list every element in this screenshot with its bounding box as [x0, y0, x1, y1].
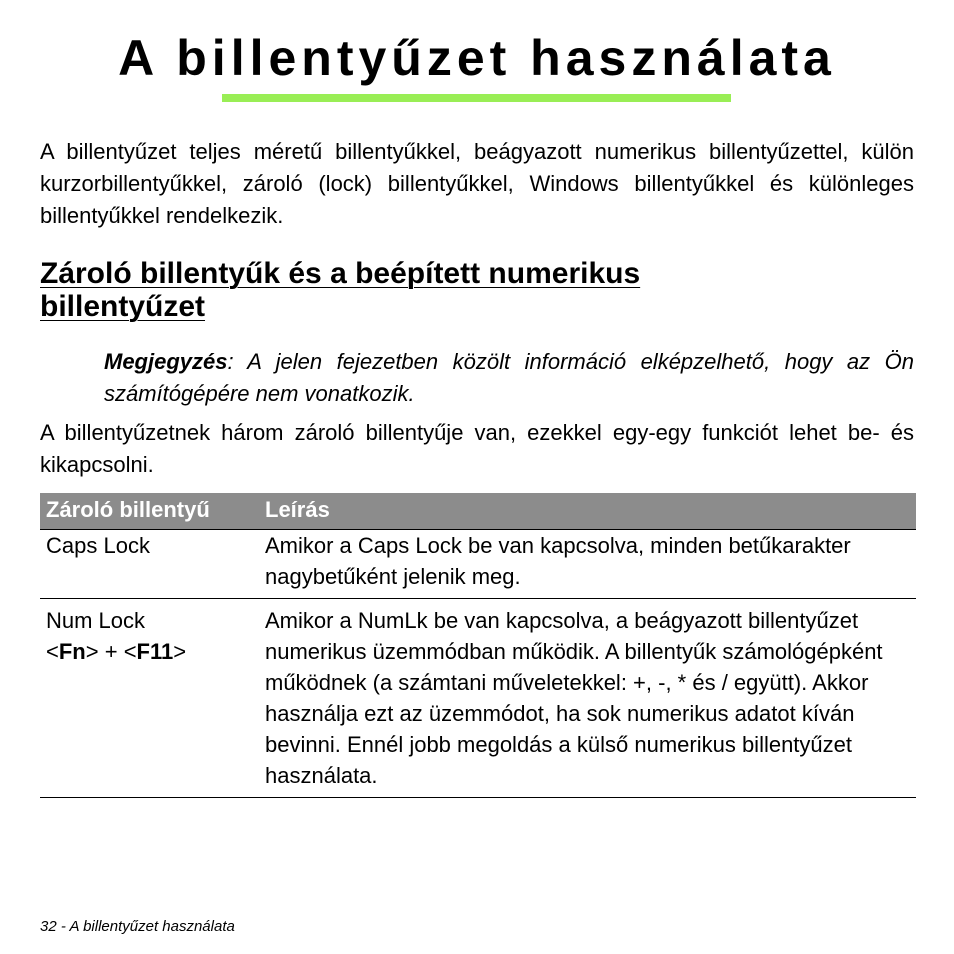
intro-paragraph: A billentyűzet teljes méretű billentyűkkel, beágyazott numerikus billentyűzettel, külön kurzorbillentyűkkel, zároló (lock) billentyűkkel, Windows billentyűkkel és különleges billentyűkkel rendelkezik. — [40, 139, 914, 228]
note-label: Megjegyzés — [104, 349, 228, 374]
combo-bracket: < — [123, 639, 137, 664]
section-heading: Zároló billentyűk és a beépített numerikus billentyűzet — [40, 257, 641, 323]
table-cell-description: Amikor a Caps Lock be van kapcsolva, minden betűkarakter nagybetűként jelenik meg. — [259, 530, 916, 599]
table-row — [40, 530, 916, 599]
table-cell-key — [40, 530, 259, 599]
page-footer: 32 - A billentyűzet használata — [40, 918, 235, 935]
combo-bracket: > — [85, 639, 99, 664]
key-name: Caps Lock — [46, 533, 150, 558]
key-name: Num Lock — [46, 608, 146, 633]
lock-keys-intro: A billentyűzetnek három zároló billentyűje van, ezekkel egy-egy funkciót lehet be- és kikapcsolni. — [40, 420, 914, 477]
table-header-row — [40, 493, 916, 530]
note — [104, 346, 914, 410]
table-header-key: Zároló billentyű — [40, 493, 259, 530]
table-cell-key — [40, 599, 259, 798]
combo-bracket: > — [173, 639, 187, 664]
note-text: : A jelen fejezetben közölt információ elképzelhető, hogy az Ön számítógépére nem vonatkozik. — [104, 349, 914, 406]
key-combo — [46, 639, 186, 664]
combo-key-fn: Fn — [58, 639, 86, 664]
title-underline — [222, 94, 731, 102]
table-header-description: Leírás — [259, 493, 916, 530]
lock-keys-table — [40, 493, 916, 798]
table-row — [40, 599, 916, 798]
combo-bracket: < — [46, 639, 59, 664]
combo-key-f11: F11 — [136, 639, 174, 664]
combo-plus: + — [98, 639, 124, 664]
page-title: A billentyűzet használata — [118, 30, 836, 86]
table-cell-description: Amikor a NumLk be van kapcsolva, a beágyazott billentyűzet numerikus üzemmódban működik. A billentyűk számológépként működnek (a számtani műveletekkel: +, -, * és / együtt). Akkor használja ezt az üzemmódot, ha sok numerikus adatot kíván bevinni. Ennél jobb megoldás a külső numerikus billentyűzet használata. — [259, 599, 916, 798]
